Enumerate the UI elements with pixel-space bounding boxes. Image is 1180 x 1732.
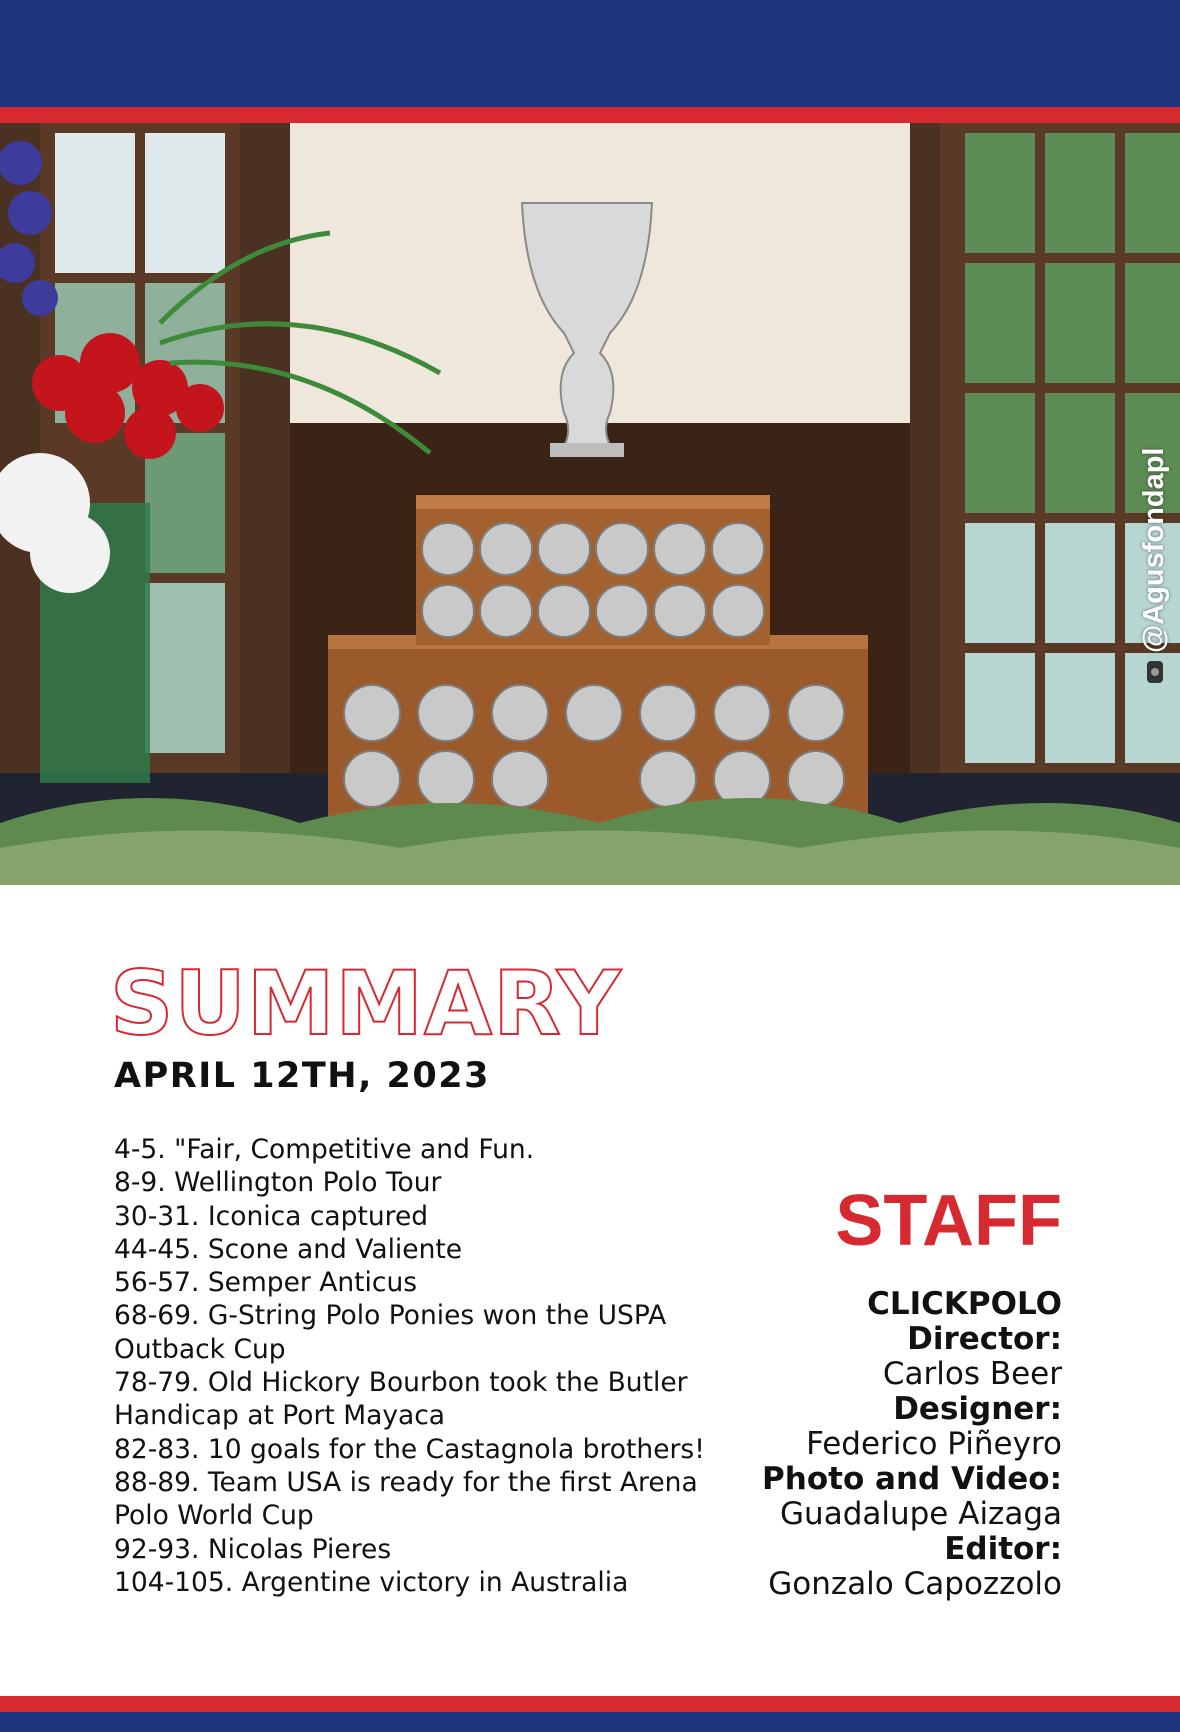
- list-item: Outback Cup: [114, 1333, 286, 1365]
- staff-title: STAFF: [835, 1181, 1062, 1261]
- staff-role: Photo and Video:: [762, 1461, 1062, 1497]
- header-stripe: [0, 107, 1180, 123]
- staff-entry-director: [562, 1322, 1062, 1392]
- list-item: 82-83. 10 goals for the Castagnola brothers!: [114, 1433, 705, 1465]
- staff-entry-editor: [562, 1532, 1062, 1602]
- staff-section: [562, 1181, 1062, 1602]
- list-item: 78-79. Old Hickory Bourbon took the Butler: [114, 1367, 688, 1399]
- staff-entry-designer: [562, 1392, 1062, 1462]
- photo-credit-watermark: [1132, 413, 1172, 683]
- trophy-photo: [0, 123, 1180, 885]
- list-item: 4-5. "Fair, Competitive and Fun.: [114, 1134, 535, 1165]
- staff-role: Editor:: [944, 1531, 1062, 1567]
- staff-entry-photo-video: [562, 1462, 1062, 1532]
- staff-role: Director:: [907, 1321, 1062, 1357]
- camera-icon: [1147, 661, 1163, 683]
- staff-name: Carlos Beer: [882, 1356, 1062, 1392]
- list-item: 104-105. Argentine victory in Australia: [114, 1566, 629, 1598]
- footer-stripe: [0, 1696, 1180, 1712]
- list-item: 30-31. Iconica captured: [114, 1200, 429, 1232]
- footer-band: [0, 1712, 1180, 1732]
- list-item: 44-45. Scone and Valiente: [114, 1233, 463, 1265]
- list-item: 56-57. Semper Anticus: [114, 1267, 418, 1299]
- summary-title: SUMMARY: [110, 952, 622, 1055]
- staff-company: CLICKPOLO: [867, 1286, 1062, 1322]
- watermark-text: @Agusfondapl: [1138, 447, 1170, 653]
- list-item: 88-89. Team USA is ready for the first Arena: [114, 1466, 698, 1498]
- list-item: 92-93. Nicolas Pieres: [114, 1533, 392, 1565]
- list-item: 68-69. G-String Polo Ponies won the USPA: [114, 1300, 667, 1332]
- header-band: [0, 0, 1180, 107]
- list-item: 8-9. Wellington Polo Tour: [114, 1167, 442, 1199]
- list-item: Handicap at Port Mayaca: [114, 1400, 446, 1432]
- staff-name: Guadalupe Aizaga: [780, 1496, 1062, 1532]
- issue-date: APRIL 12TH, 2023: [114, 1056, 490, 1096]
- list-item: Polo World Cup: [114, 1500, 314, 1532]
- staff-role: Designer:: [893, 1391, 1062, 1427]
- staff-name: Federico Piñeyro: [806, 1426, 1062, 1462]
- staff-name: Gonzalo Capozzolo: [768, 1566, 1062, 1602]
